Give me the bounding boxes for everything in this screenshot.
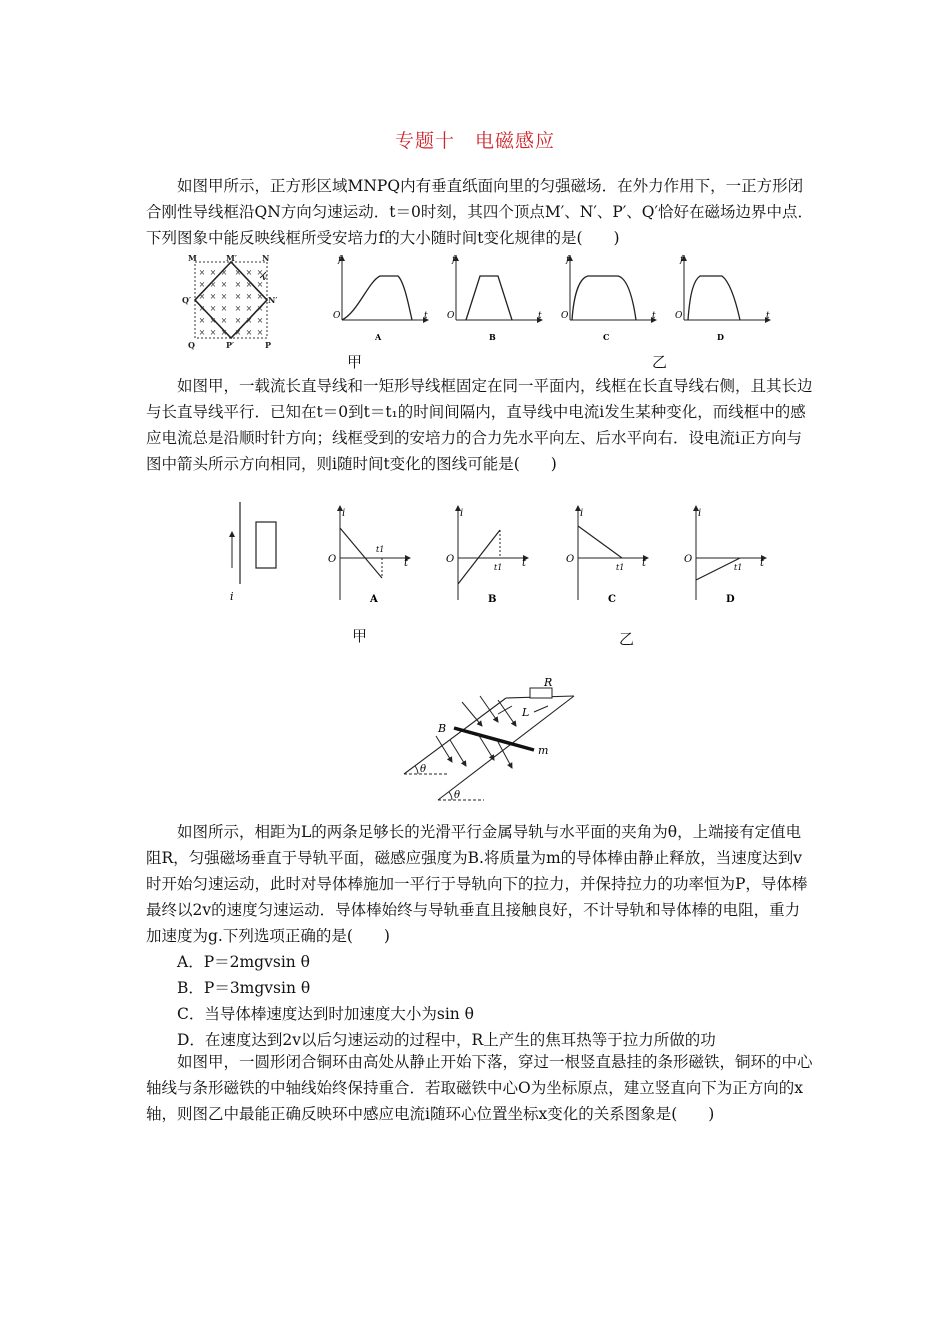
svg-text:×: × [245, 280, 253, 289]
svg-text:t: t [642, 558, 647, 569]
svg-text:f: f [566, 255, 570, 265]
svg-text:×: × [245, 316, 253, 325]
svg-text:×: × [220, 280, 228, 289]
question-2-text: 如图甲，一载流长直导线和一矩形导线框固定在同一平面内，线框在长直导线右侧，且其长边与长直导线平行．已知在t＝0到t＝t₁的时间间隔内，直导线中电流i发生某种变化，而线框中的感应电流总是沿顺时针方向；线框受到的安培力的合力先水平向左、后水平向右．设电流i正方向与图中箭头所示方向相同，则i随时间t变化的图线可能是( ) [146, 377, 813, 473]
q1-caption-right: 乙 [652, 353, 668, 371]
svg-text:t: t [766, 311, 770, 321]
question-4-text: 如图甲，一圆形闭合铜环由高处从静止开始下落，穿过一根竖直悬挂的条形磁铁，铜环的中心轴线与条形磁铁的中轴线始终保持重合．若取磁铁中心O为坐标原点，建立竖直向下为正方向的x轴，则图乙中最能正确反映环中感应电流i随环心位置坐标x变化的关系图象是( ) [146, 1053, 813, 1123]
svg-text:×: × [256, 316, 264, 325]
svg-text:t1: t1 [376, 545, 385, 554]
label-M-prime: M′ [226, 253, 237, 263]
svg-text:×: × [245, 292, 253, 301]
svg-text:f: f [452, 255, 456, 265]
svg-text:×: × [198, 292, 206, 301]
svg-text:O: O [333, 311, 341, 321]
q1-figure-square-field [180, 252, 290, 352]
svg-text:×: × [234, 304, 242, 313]
question-1 [146, 173, 814, 251]
label-theta-2: θ [454, 790, 461, 801]
svg-text:×: × [209, 268, 217, 277]
svg-text:×: × [234, 316, 242, 325]
wire-current-label: i [230, 590, 234, 603]
svg-text:t: t [760, 558, 765, 569]
q2-option-B-label: B [488, 594, 497, 605]
svg-text:t: t [522, 558, 527, 569]
svg-text:×: × [245, 268, 253, 277]
svg-text:i: i [698, 508, 702, 519]
svg-text:×: × [234, 268, 242, 277]
q3-option-D: D．在速度达到2v以后匀速运动的过程中，R上产生的焦耳热等于拉力所做的功 [177, 1031, 716, 1049]
option-C-label: C [603, 332, 610, 342]
svg-text:×: × [209, 328, 217, 337]
svg-text:×: × [220, 304, 228, 313]
label-P: P [265, 340, 272, 350]
svg-text:t1: t1 [616, 563, 625, 572]
q2-caption-left: 甲 [352, 627, 368, 645]
svg-text:×: × [256, 268, 264, 277]
q3-option-C: C．当导体棒速度达到时加速度大小为sin θ [177, 1005, 475, 1023]
option-D-label: D [717, 332, 724, 342]
svg-text:×: × [198, 280, 206, 289]
svg-text:×: × [256, 280, 264, 289]
svg-text:×: × [209, 292, 217, 301]
svg-text:×: × [209, 304, 217, 313]
q2-caption-right: 乙 [619, 630, 635, 648]
svg-text:O: O [684, 554, 693, 565]
label-P-prime: P′ [226, 340, 235, 350]
question-3-text: 如图所示，相距为L的两条足够长的光滑平行金属导轨与水平面的夹角为θ，上端接有定值电阻R，匀强磁场垂直于导轨平面，磁感应强度为B.将质量为m的导体棒由静止释放，当速度达到v时开始匀速运动，此时对导体棒施加一平行于导轨向下的拉力，并保持拉力的功率恒为P，导体棒最终以2v的速度匀速运动．导体棒始终与导轨垂直且接触良好，不计导轨和导体棒的电阻，重力加速度为g.下列选项正确的是( ) [146, 823, 808, 945]
question-1-text: 如图甲所示，正方形区域MNPQ内有垂直纸面向里的匀强磁场．在外力作用下，一正方形闭合刚性导线框沿QN方向匀速运动．t＝0时刻，其四个顶点M′、N′、P′、Q′恰好在磁场边界中点．下列图象中能反映线框所受安培力f的大小随时间t变化规律的是( ) [146, 177, 814, 247]
svg-text:O: O [446, 554, 455, 565]
svg-text:×: × [245, 304, 253, 313]
q2-option-D-label: D [726, 594, 735, 605]
label-B: B [438, 722, 447, 735]
label-v: v [262, 272, 267, 282]
label-m: m [538, 744, 549, 757]
svg-text:f: f [338, 255, 342, 265]
q3-option-B: B．P＝3mgvsin θ [177, 979, 311, 997]
svg-text:f: f [680, 255, 684, 265]
q1-graph-C [561, 255, 656, 342]
svg-text:t: t [424, 311, 428, 321]
svg-text:O: O [566, 554, 575, 565]
svg-text:×: × [198, 316, 206, 325]
svg-text:t1: t1 [734, 563, 743, 572]
svg-text:t: t [652, 311, 656, 321]
svg-text:×: × [220, 328, 228, 337]
svg-text:×: × [198, 328, 206, 337]
label-Q-prime: Q′ [182, 295, 192, 305]
q2-option-C-label: C [608, 594, 616, 605]
svg-text:×: × [198, 268, 206, 277]
svg-text:t: t [404, 558, 409, 569]
label-theta-1: θ [420, 764, 427, 775]
svg-text:×: × [256, 328, 264, 337]
q1-graph-B [447, 255, 542, 342]
svg-text:×: × [209, 316, 217, 325]
q1-option-graphs [328, 252, 788, 344]
svg-text:t1: t1 [494, 563, 503, 572]
svg-text:×: × [209, 280, 217, 289]
svg-text:×: × [198, 304, 206, 313]
label-M: M [188, 253, 197, 263]
svg-text:×: × [256, 304, 264, 313]
svg-text:×: × [234, 292, 242, 301]
question-2 [146, 373, 814, 477]
svg-text:×: × [220, 316, 228, 325]
svg-text:×: × [234, 280, 242, 289]
q3-option-A: A．P＝2mgvsin θ [177, 953, 311, 971]
label-R: R [544, 676, 553, 689]
svg-text:i: i [342, 508, 346, 519]
svg-text:×: × [256, 292, 264, 301]
question-4 [146, 1049, 814, 1127]
label-N-prime: N′ [268, 295, 278, 305]
q2-graph-C [566, 506, 648, 605]
q1-graph-D [675, 255, 770, 342]
question-3 [146, 819, 814, 1053]
q1-caption-left: 甲 [347, 353, 363, 371]
svg-text:×: × [220, 292, 228, 301]
svg-text:O: O [328, 554, 337, 565]
svg-text:×: × [234, 328, 242, 337]
q2-figure-wire-loop [222, 498, 292, 606]
svg-text:t: t [538, 311, 542, 321]
page-title: 专题十 电磁感应 [394, 130, 555, 152]
q2-option-graphs [326, 504, 776, 608]
option-A-label: A [375, 332, 382, 342]
svg-text:O: O [675, 311, 683, 321]
q2-graph-A [328, 506, 410, 605]
svg-text:i: i [580, 508, 584, 519]
svg-text:×: × [245, 328, 253, 337]
svg-text:×: × [220, 268, 228, 277]
q2-option-A-label: A [370, 594, 378, 605]
svg-text:O: O [561, 311, 569, 321]
svg-text:i: i [460, 508, 464, 519]
label-L: L [522, 706, 530, 719]
label-Q: Q [188, 340, 195, 350]
q2-graph-D [684, 506, 766, 605]
label-N: N [262, 253, 270, 263]
svg-text:O: O [447, 311, 455, 321]
q3-figure-inclined-rails [398, 674, 586, 808]
q2-graph-B [446, 506, 528, 605]
option-B-label: B [489, 332, 496, 342]
q1-graph-A [333, 255, 428, 342]
